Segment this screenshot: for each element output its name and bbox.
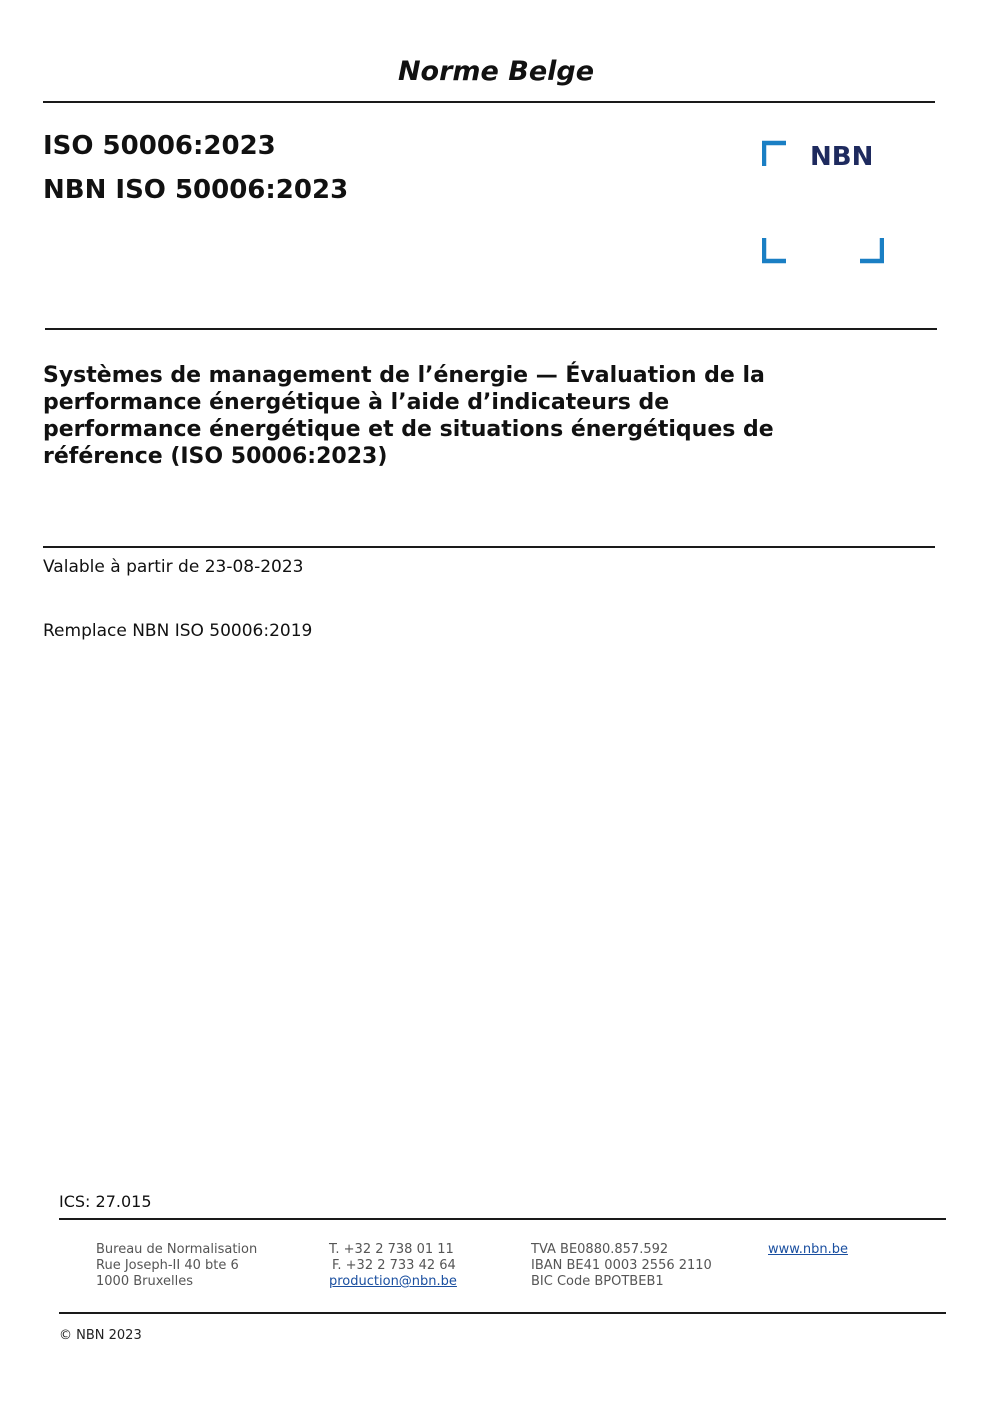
document-title-line: Systèmes de management de l’énergie — Évaluation de la [43,363,765,388]
footer-address [96,1242,257,1290]
footer-bottom-divider [59,1312,946,1314]
bic-code: BIC Code BPOTBEB1 [531,1274,664,1289]
iso-standard-code: ISO 50006:2023 [43,131,276,161]
header-title: Norme Belge [397,56,595,87]
footer-top-divider [59,1218,946,1220]
footer-bank [531,1242,712,1290]
nbn-standard-code: NBN ISO 50006:2023 [43,175,349,205]
document-title [43,362,843,470]
title-bottom-divider [43,546,935,548]
logo-corner-bottom-left [764,238,786,261]
website-link[interactable]: www.nbn.be [768,1242,848,1257]
footer-web [768,1242,848,1258]
phone-number: T. +32 2 738 01 11 [329,1242,454,1257]
address-line: Bureau de Normalisation [96,1242,258,1257]
logo-corner-top-left [764,143,786,166]
address-line: 1000 Bruxelles [96,1274,194,1289]
ics-code: ICS: 27.015 [59,1192,152,1211]
logo-corner-bottom-right [860,238,882,261]
copyright: © NBN 2023 [59,1328,142,1343]
email-link[interactable]: production@nbn.be [329,1274,457,1289]
address-line: Rue Joseph-II 40 bte 6 [96,1258,239,1273]
iban-number: IBAN BE41 0003 2556 2110 [531,1258,712,1273]
title-top-divider [45,328,937,330]
vat-number: TVA BE0880.857.592 [531,1242,669,1257]
logo-text: NBN [810,142,874,172]
replaces-standard: Remplace NBN ISO 50006:2019 [43,621,313,641]
header-divider [43,101,935,103]
document-title-line: référence (ISO 50006:2023) [43,444,388,469]
footer-contact [329,1242,457,1290]
nbn-logo [762,140,884,264]
fax-number: F. +32 2 733 42 64 [332,1258,456,1273]
validity-date: Valable à partir de 23-08-2023 [43,557,304,577]
document-title-line: performance énergétique et de situations énergétiques de [43,417,774,442]
document-title-line: performance énergétique à l’aide d’indicateurs de [43,390,670,415]
